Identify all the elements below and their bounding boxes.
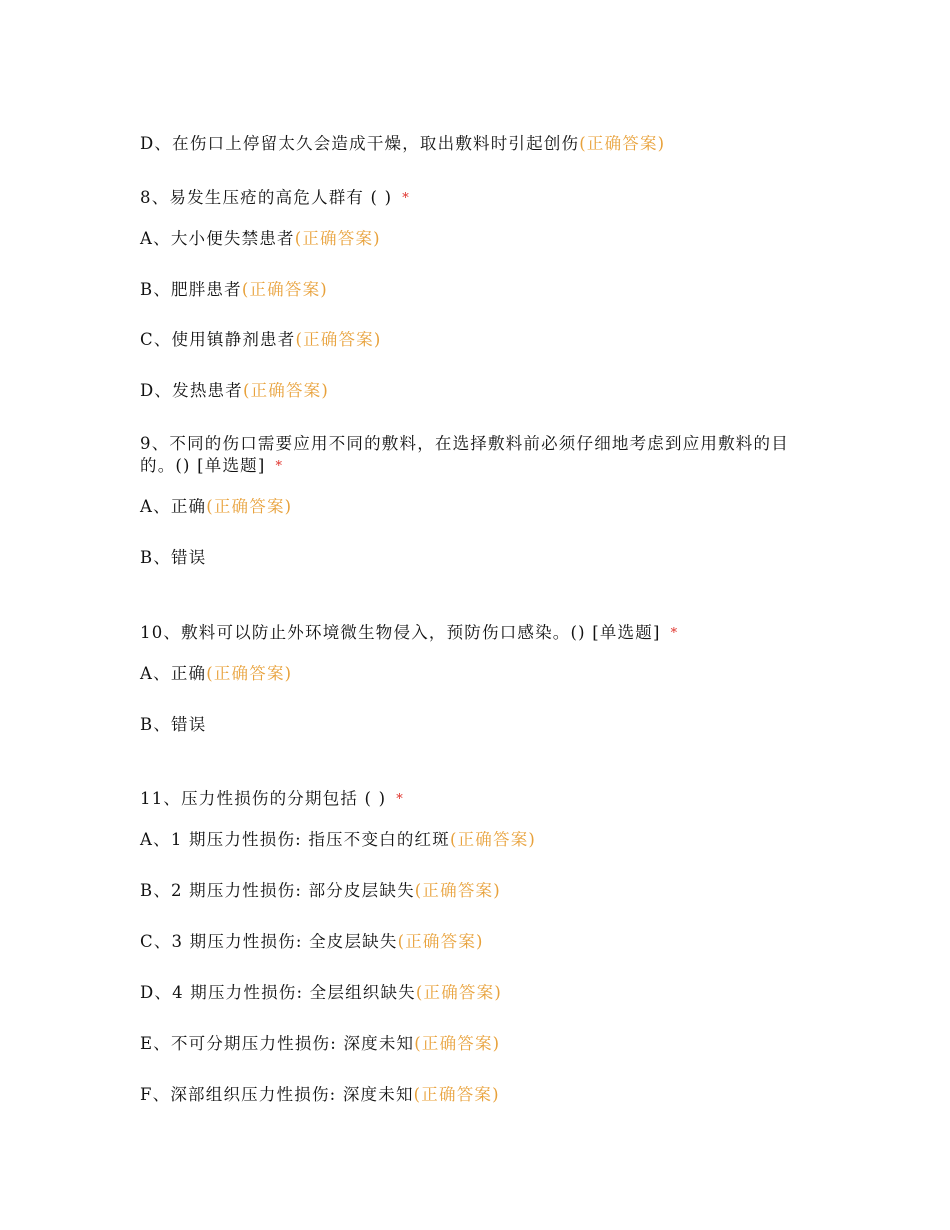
correct-answer-tag: (正确答案) — [295, 330, 382, 349]
q8-option-b — [140, 279, 328, 301]
q11-option-e — [140, 1033, 500, 1055]
option-text: D、在伤口上停留太久会造成干燥，取出敷料时引起创伤 — [140, 134, 580, 153]
required-mark: * — [396, 792, 404, 807]
correct-answer-tag: (正确答案) — [414, 881, 501, 900]
correct-answer-tag: (正确答案) — [397, 932, 484, 951]
q9-question — [140, 433, 805, 478]
correct-answer-tag: (正确答案) — [449, 830, 537, 849]
q11-question — [140, 788, 404, 811]
question-text: 10、敷料可以防止外环境微生物侵入，预防伤口感染。() [单选题] — [140, 623, 661, 642]
correct-answer-tag: (正确答案) — [294, 229, 381, 248]
q11-option-b — [140, 880, 501, 902]
option-text: A、正确 — [140, 664, 207, 683]
q10-option-b — [140, 714, 206, 736]
q11-option-d — [140, 982, 502, 1004]
q8-option-a — [140, 228, 381, 250]
option-text: D、发热患者 — [140, 381, 243, 400]
correct-answer-tag: (正确答案) — [241, 280, 328, 299]
option-text: B、错误 — [140, 715, 207, 734]
q8-question — [140, 187, 410, 210]
option-text: B、错误 — [140, 548, 207, 567]
q9-option-a — [140, 496, 292, 518]
option-text: B、2 期压力性损伤: 部分皮层缺失 — [140, 881, 415, 900]
question-text: 9、不同的伤口需要应用不同的敷料，在选择敷料前必须仔细地考虑到应用敷料的目的。() [单选题] — [140, 434, 789, 475]
required-mark: * — [402, 191, 410, 206]
correct-answer-tag: (正确答案) — [579, 134, 666, 153]
required-mark: * — [670, 626, 679, 641]
option-text: A、大小便失禁患者 — [140, 229, 295, 248]
correct-answer-tag: (正确答案) — [206, 497, 293, 516]
option-text: D、4 期压力性损伤: 全层组织缺失 — [140, 983, 416, 1002]
option-text: F、深部组织压力性损伤: 深度未知 — [140, 1085, 414, 1104]
q9-option-b — [140, 547, 206, 569]
correct-answer-tag: (正确答案) — [415, 983, 502, 1002]
q11-option-a — [140, 829, 536, 851]
option-text: B、肥胖患者 — [140, 280, 242, 299]
correct-answer-tag: (正确答案) — [414, 1034, 501, 1053]
q11-option-f — [140, 1084, 500, 1106]
option-text: A、正确 — [140, 497, 207, 516]
question-text: 11、压力性损伤的分期包括 ( ) — [140, 789, 387, 808]
option-text: C、使用镇静剂患者 — [140, 330, 296, 349]
correct-answer-tag: (正确答案) — [206, 664, 293, 683]
q8-option-d — [140, 380, 329, 402]
correct-answer-tag: (正确答案) — [413, 1085, 500, 1104]
q10-question — [140, 622, 678, 645]
question-text: 8、易发生压疮的高危人群有 ( ) — [140, 188, 393, 207]
correct-answer-tag: (正确答案) — [242, 381, 330, 400]
q7-option-d — [140, 133, 665, 155]
option-text: E、不可分期压力性损伤: 深度未知 — [140, 1034, 415, 1053]
q11-option-c — [140, 931, 484, 953]
required-mark: * — [275, 459, 284, 474]
q8-option-c — [140, 329, 382, 351]
option-text: C、3 期压力性损伤: 全皮层缺失 — [140, 932, 398, 951]
q10-option-a — [140, 663, 292, 685]
option-text: A、1 期压力性损伤: 指压不变白的红斑 — [140, 830, 450, 849]
